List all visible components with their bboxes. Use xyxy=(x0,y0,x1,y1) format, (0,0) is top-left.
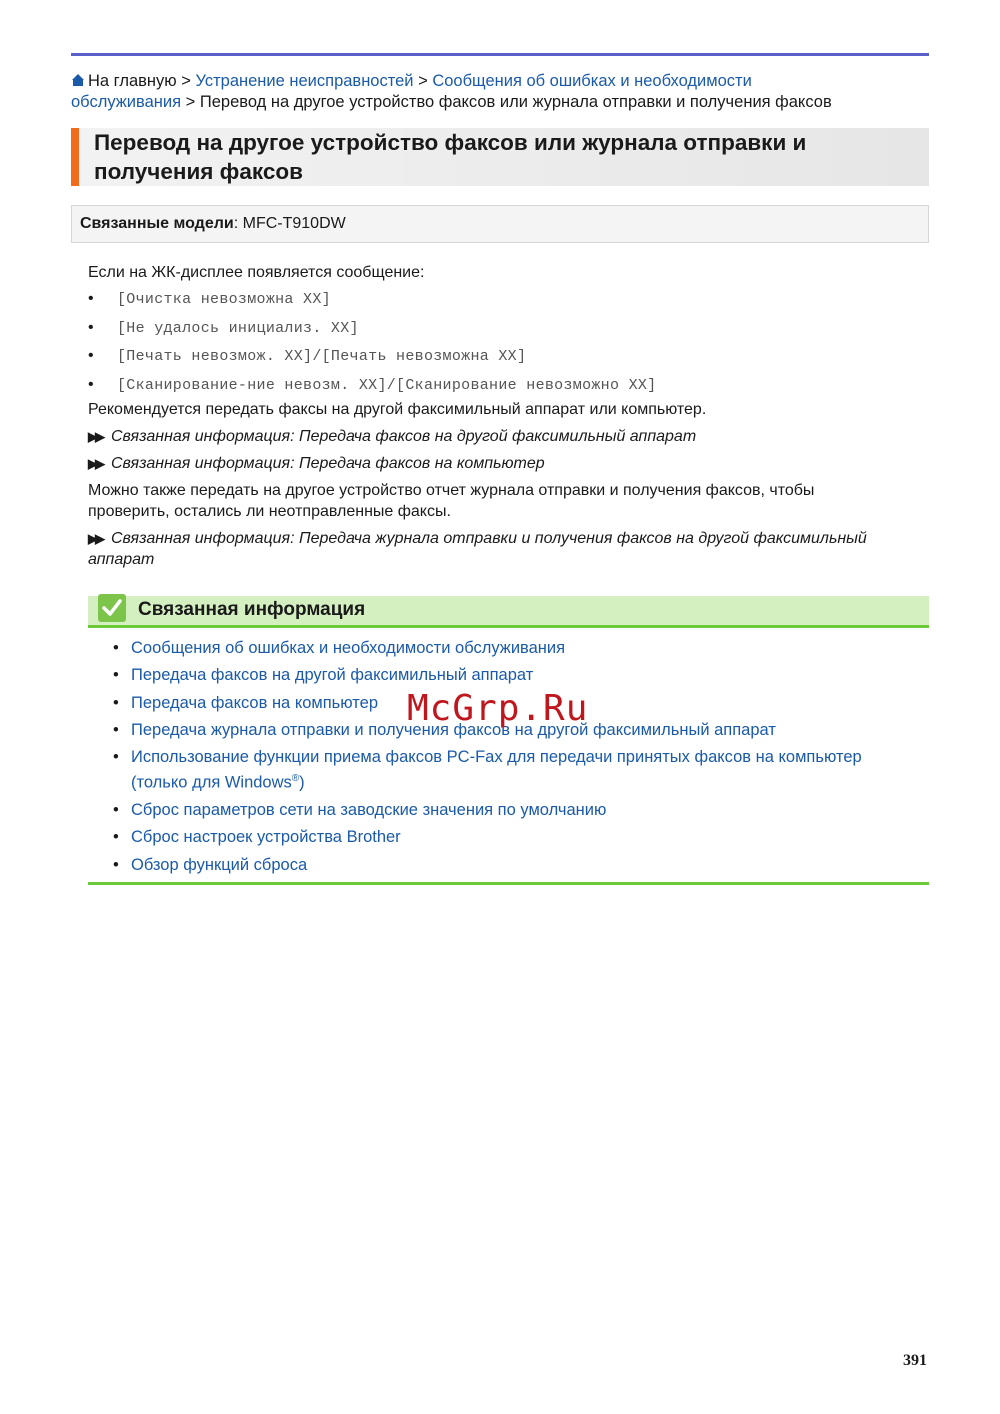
rel-text: : Передача факсов на другой факсимильный аппарат xyxy=(290,428,697,445)
title-box xyxy=(71,128,929,186)
related-link[interactable]: • Передача факсов на другой факсимильный аппарат xyxy=(113,664,913,686)
related-link-text-cont: (только для Windows xyxy=(131,773,292,792)
double-arrow-icon: ▶▶ xyxy=(88,429,102,444)
message-list xyxy=(88,291,928,405)
models-label: Связанные модели xyxy=(80,215,234,232)
checkmark-icon xyxy=(98,594,126,622)
models-value: : MFC-T910DW xyxy=(233,215,346,232)
breadcrumb-sep: > xyxy=(181,72,191,90)
related-link[interactable]: • Передача факсов на компьютер xyxy=(113,692,913,714)
watermark: McGrp.Ru xyxy=(407,688,589,729)
breadcrumb xyxy=(71,71,929,113)
breadcrumb-sep: > xyxy=(418,72,428,90)
message-item: • [Не удалось инициализ. XX] xyxy=(88,320,928,349)
title-accent-bar xyxy=(71,128,79,186)
rel-label: Связанная информация xyxy=(111,428,291,445)
also-text xyxy=(88,480,928,522)
page-number: 391 xyxy=(903,1352,927,1369)
rel-label: Связанная информация xyxy=(111,530,291,547)
rel-label: Связанная информация xyxy=(111,455,291,472)
related-link-pcfax[interactable] xyxy=(113,746,913,794)
home-icon[interactable] xyxy=(71,73,85,87)
related-link[interactable]: • Передача журнала отправки и получения факсов на другой факсимильный аппарат xyxy=(113,719,913,741)
related-link[interactable]: • Обзор функций сброса xyxy=(113,854,913,876)
breadcrumb-current: Перевод на другое устройство факсов или журнала отправки и получения факсов xyxy=(199,93,832,111)
related-info-link-2[interactable] xyxy=(88,453,928,474)
page-title-line1: Перевод на другое устройство факсов или журнала отправки и xyxy=(94,130,807,155)
page-title-line2: получения факсов xyxy=(94,159,303,184)
message-item: • [Печать невозмож. XX]/[Печать невозможна XX] xyxy=(88,348,928,377)
rel-text: : Передача факсов на компьютер xyxy=(290,455,545,472)
related-link[interactable]: • Сброс параметров сети на заводские значения по умолчанию xyxy=(113,799,913,821)
breadcrumb-sep: > xyxy=(185,93,196,111)
related-link[interactable]: • Сброс настроек устройства Brother xyxy=(113,826,913,848)
double-arrow-icon: ▶▶ xyxy=(88,456,102,471)
related-info-title: Связанная информация xyxy=(138,599,366,620)
double-arrow-icon: ▶▶ xyxy=(88,531,102,546)
recommend-text: Рекомендуется передать факсы на другой факсимильный аппарат или компьютер. xyxy=(88,401,707,418)
also-line1: Можно также передать на другое устройство отчет журнала отправки и получения факсов, чтобы xyxy=(88,482,815,499)
related-bottom-rule xyxy=(88,882,929,885)
breadcrumb-home: На главную xyxy=(88,72,177,90)
related-models-box xyxy=(71,205,929,243)
registered-mark: ® xyxy=(291,773,300,785)
breadcrumb-link-error-messages-cont[interactable]: обслуживания xyxy=(71,93,182,111)
related-info-link-3[interactable] xyxy=(88,528,928,570)
intro-text: Если на ЖК-дисплее появляется сообщение: xyxy=(88,264,425,281)
related-info-link-1[interactable] xyxy=(88,426,928,447)
top-rule xyxy=(71,53,929,56)
related-link-close: ) xyxy=(299,773,305,792)
related-link-text: Использование функции приема факсов PC-Fax для передачи принятых факсов на компьютер xyxy=(131,748,862,767)
breadcrumb-link-troubleshooting[interactable]: Устранение неисправностей xyxy=(195,72,414,90)
page-title xyxy=(94,128,914,186)
related-link[interactable]: • Сообщения об ошибках и необходимости обслуживания xyxy=(113,637,913,659)
breadcrumb-link-error-messages[interactable]: Сообщения об ошибках и необходимости xyxy=(432,72,752,90)
rel-text: : Передача журнала отправки и получения факсов на другой факсимильный xyxy=(290,530,867,547)
also-line2: проверить, остались ли неотправленные факсы. xyxy=(88,503,451,520)
main-content xyxy=(88,262,928,570)
rel-text-cont: аппарат xyxy=(88,551,155,568)
message-item: • [Очистка невозможна XX] xyxy=(88,291,928,320)
related-links-list xyxy=(113,637,913,881)
related-info-header xyxy=(88,596,929,628)
message-item: • [Сканирование-ние невозм. XX]/[Сканирование невозможно XX] xyxy=(88,377,928,406)
